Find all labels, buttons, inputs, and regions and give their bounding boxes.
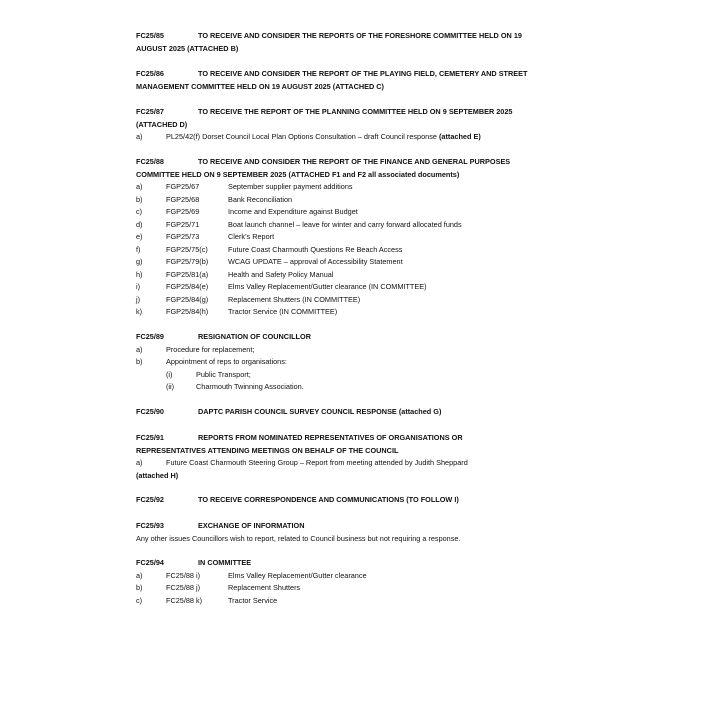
item-title: TO RECEIVE AND CONSIDER THE REPORT OF THE FINANCE AND GENERAL PURPOSES — [198, 157, 511, 166]
sub-text: Charmouth Twinning Association. — [196, 382, 304, 391]
sub-item — [136, 595, 588, 608]
sub-text: Health and Safety Policy Manual — [228, 269, 334, 279]
sub-label: f) — [136, 244, 141, 254]
item-title: RESIGNATION OF COUNCILLOR — [198, 332, 311, 341]
sub-text: WCAG UPDATE – approval of Accessibility Statement — [228, 257, 403, 266]
sub-text: Boat launch channel – leave for winter and carry forward allocated funds — [228, 219, 462, 229]
item-title-cont: COMMITTEE HELD ON 9 SEPTEMBER 2025 (ATTACHED F1 and F2 all associated documents) — [136, 169, 460, 179]
sub-label: (i) — [166, 369, 173, 379]
sub-code: FGP25/75(c) — [166, 244, 208, 254]
item-attachment: (attached H) — [136, 470, 179, 480]
sub-label: d) — [136, 219, 143, 229]
sub-attachment: (attached E) — [438, 132, 481, 141]
sub-sub-item — [136, 369, 588, 382]
agenda-item-fc25-91 — [136, 432, 588, 482]
sub-item — [136, 356, 588, 369]
sub-label: a) — [136, 458, 143, 467]
sub-code: FGP25/84(h) — [166, 307, 209, 316]
item-ref: FC25/92 — [136, 495, 164, 504]
agenda-item-fc25-93 — [136, 520, 588, 545]
sub-item — [136, 457, 588, 470]
sub-text: Bank Reconciliation — [228, 194, 293, 204]
sub-item — [136, 131, 588, 144]
sub-item — [136, 344, 588, 357]
item-title-cont: REPRESENTATIVES ATTENDING MEETINGS ON BEHALF OF THE COUNCIL — [136, 445, 399, 455]
sub-code: FGP25/73 — [166, 232, 200, 241]
sub-text: Procedure for replacement; — [166, 344, 255, 354]
sub-text: Tractor Service (IN COMMITTEE) — [228, 307, 338, 316]
item-ref: FC25/87 — [136, 107, 164, 116]
sub-label: a) — [136, 570, 143, 580]
item-title: TO RECEIVE THE REPORT OF THE PLANNING COMMITTEE HELD ON 9 SEPTEMBER 2025 — [198, 107, 513, 116]
item-title: TO RECEIVE CORRESPONDENCE AND COMMUNICATIONS (TO FOLLOW I) — [198, 495, 459, 504]
sub-text: Income and Expenditure against Budget — [228, 207, 358, 216]
sub-item — [136, 181, 588, 194]
agenda-item-fc25-94 — [136, 557, 588, 607]
item-title: REPORTS FROM NOMINATED REPRESENTATIVES OF ORGANISATIONS OR — [198, 433, 463, 442]
item-ref: FC25/94 — [136, 558, 164, 567]
sub-item — [136, 294, 588, 307]
sub-label: e) — [136, 232, 143, 241]
sub-label: b) — [136, 357, 143, 366]
sub-item — [136, 244, 588, 257]
sub-item — [136, 269, 588, 282]
sub-text: Future Coast Charmouth Questions Re Beach Access — [228, 244, 403, 254]
item-title: DAPTC PARISH COUNCIL SURVEY COUNCIL RESPONSE (attached G) — [198, 407, 442, 416]
sub-label: i) — [136, 282, 141, 291]
sub-text: Public Transport; — [196, 369, 251, 379]
agenda-item-fc25-87 — [136, 106, 588, 144]
sub-label: (ii) — [166, 382, 175, 391]
sub-text: Future Coast Charmouth Steering Group – Report from meeting attended by Judith Sheppard — [166, 458, 468, 467]
sub-code: FGP25/79(b) — [166, 257, 209, 266]
sub-item — [136, 570, 588, 583]
agenda-item-fc25-88 — [136, 156, 588, 319]
item-ref: FC25/85 — [136, 31, 164, 40]
sub-text: Clerk’s Report — [228, 232, 275, 241]
sub-text: September supplier payment additions — [228, 182, 353, 191]
sub-label: k) — [136, 307, 143, 316]
sub-text: Replacement Shutters (IN COMMITTEE) — [228, 294, 361, 304]
sub-code: FC25/88 i) — [166, 570, 201, 580]
sub-code: FC25/88 j) — [166, 583, 201, 592]
item-ref: FC25/90 — [136, 407, 164, 416]
item-title-cont: AUGUST 2025 (ATTACHED B) — [136, 43, 239, 53]
sub-text: Elms Valley Replacement/Gutter clearance (IN COMMITTEE) — [228, 282, 427, 291]
sub-label: a) — [136, 132, 143, 141]
agenda-item-fc25-92 — [136, 494, 588, 507]
agenda-item-fc25-85 — [136, 30, 588, 55]
sub-code: FGP25/67 — [166, 182, 200, 191]
agenda-item-fc25-86 — [136, 68, 588, 93]
item-title-cont: (ATTACHED D) — [136, 119, 188, 129]
sub-item — [136, 194, 588, 207]
sub-item — [136, 219, 588, 232]
sub-text: PL25/42(f) Dorset Council Local Plan Options Consultation – draft Council response — [166, 132, 439, 141]
sub-code: FGP25/68 — [166, 194, 200, 204]
sub-code: FGP25/81(a) — [166, 269, 209, 279]
sub-code: FGP25/84(e) — [166, 282, 209, 291]
item-title: TO RECEIVE AND CONSIDER THE REPORT OF THE PLAYING FIELD, CEMETERY AND STREET — [198, 69, 528, 78]
sub-label: h) — [136, 269, 143, 279]
item-ref: FC25/88 — [136, 157, 164, 166]
sub-text: Tractor Service — [228, 595, 278, 605]
sub-label: a) — [136, 182, 143, 191]
sub-item — [136, 256, 588, 269]
sub-item — [136, 206, 588, 219]
sub-label: a) — [136, 344, 143, 354]
sub-text: Replacement Shutters — [228, 583, 301, 592]
agenda-item-fc25-90 — [136, 406, 588, 419]
sub-sub-item — [136, 381, 588, 394]
sub-item — [136, 231, 588, 244]
sub-label: b) — [136, 583, 143, 592]
sub-label: c) — [136, 595, 143, 605]
item-ref: FC25/91 — [136, 433, 164, 442]
sub-item — [136, 306, 588, 319]
item-title: IN COMMITTEE — [198, 558, 252, 567]
item-note: Any other issues Councillors wish to report, related to Council business but not requiring a response. — [136, 533, 461, 543]
sub-code: FGP25/71 — [166, 219, 200, 229]
sub-label: j) — [136, 294, 141, 304]
sub-label: g) — [136, 257, 143, 266]
agenda-item-fc25-89 — [136, 331, 588, 394]
item-title: EXCHANGE OF INFORMATION — [198, 521, 305, 530]
sub-text: Appointment of reps to organisations: — [166, 357, 287, 366]
sub-item — [136, 582, 588, 595]
sub-code: FC25/88 k) — [166, 595, 203, 605]
sub-item — [136, 281, 588, 294]
sub-label: c) — [136, 207, 143, 216]
sub-code: FGP25/84(g) — [166, 294, 209, 304]
item-ref: FC25/86 — [136, 69, 164, 78]
item-title-cont: MANAGEMENT COMMITTEE HELD ON 19 AUGUST 2025 (ATTACHED C) — [136, 81, 384, 91]
item-title: TO RECEIVE AND CONSIDER THE REPORTS OF THE FORESHORE COMMITTEE HELD ON 19 — [198, 31, 522, 40]
sub-text: Elms Valley Replacement/Gutter clearance — [228, 570, 367, 580]
sub-code: FGP25/69 — [166, 207, 200, 216]
item-ref: FC25/89 — [136, 332, 164, 341]
sub-label: b) — [136, 194, 143, 204]
item-ref: FC25/93 — [136, 521, 164, 530]
